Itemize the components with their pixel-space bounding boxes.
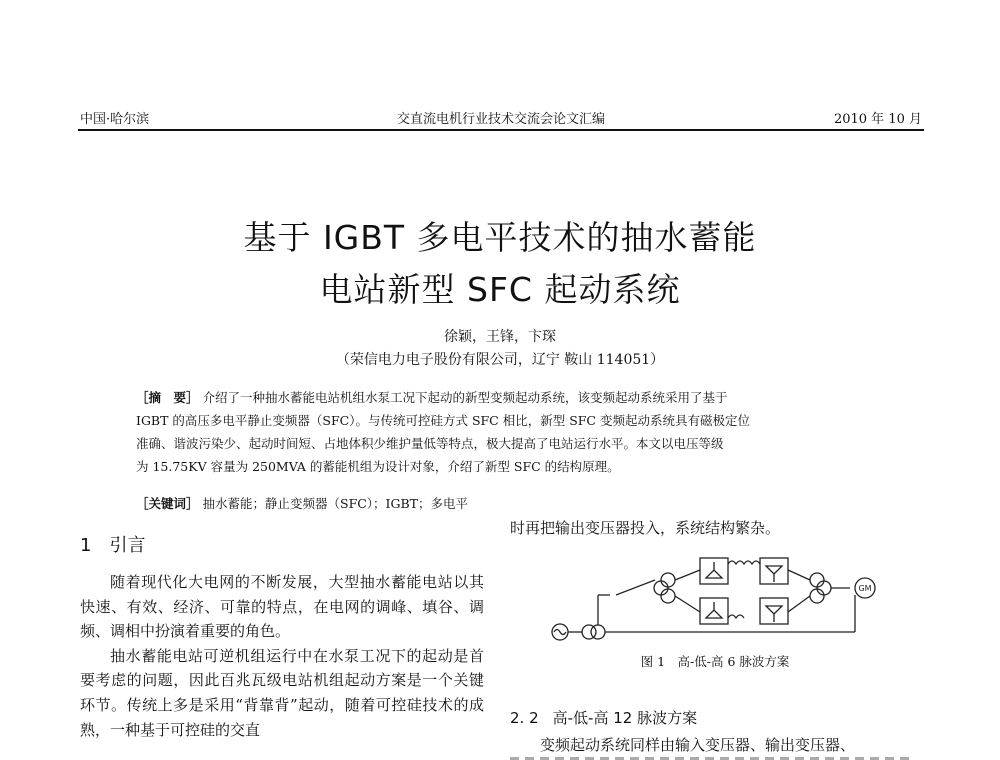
reactor-top xyxy=(728,561,760,564)
author-list: 徐颖，王锋，卞琛 xyxy=(444,329,556,345)
paragraph: 抽水蓄能电站可逆机组运行中在水泵工况下的起动是首要考虑的问题，因此百兆瓦级电站机组起动方案是一个关键环节。传统上多是采用“背靠背”起动，随着可控硅技术的成熟，一种基于可控硅的交直 xyxy=(80,646,484,739)
section-heading xyxy=(80,531,145,557)
header-location: 中国·哈尔滨 xyxy=(80,112,150,127)
rectifier-bottom xyxy=(700,598,728,624)
motor-label: GM xyxy=(858,584,872,593)
header-publication: 交直流电机行业技术交流会论文汇编 xyxy=(396,112,605,127)
breaker-line xyxy=(616,580,655,595)
left-column-body xyxy=(80,570,484,742)
header-rule xyxy=(78,129,924,131)
circuit-diagram xyxy=(540,540,900,650)
rectifier-top xyxy=(700,558,728,584)
abstract-line: 为 15.75KV 容量为 250MVA 的蓄能机组为设计对象，介绍了新型 SFC 的结构原理。 xyxy=(136,459,620,474)
figure-caption: 图 1 高-低-高 6 脉波方案 xyxy=(640,654,790,669)
cut-off-text-line xyxy=(510,752,924,760)
header-date: 2010 年 10 月 xyxy=(833,112,922,127)
paper-title-line1: 基于 IGBT 多电平技术的抽水蓄能 xyxy=(243,218,757,257)
abstract-line: 准确、谐波污染少、起动时间短、占地体积少维护量低等特点，极大提高了电站运行水平。本文以电压等级 xyxy=(136,436,724,451)
continued-text: 时再把输出变压器投入，系统结构繁杂。 xyxy=(510,519,781,537)
paragraph: 变频起动系统同样由输入变压器、输出变压器、 xyxy=(540,736,856,754)
subsection-heading xyxy=(510,707,697,728)
abstract-line: ［摘 要］ 介绍了一种抽水蓄能电站机组水泵工况下起动的新型变频起动系统，该变频起动系统采用了基于 xyxy=(136,390,728,405)
paragraph: 随着现代化大电网的不断发展，大型抽水蓄能电站以其快速、有效、经济、可靠的特点，在电网的调峰、填谷、调频、调相中扮演着重要的角色。 xyxy=(80,573,484,641)
reactor-bottom xyxy=(728,615,744,618)
input-transformer-symbol xyxy=(654,581,668,595)
section-title: 引言 xyxy=(109,535,146,556)
keywords-label: ［关键词］ xyxy=(136,496,199,511)
abstract-label: ［摘 要］ xyxy=(136,390,199,405)
subsection-number: 2. 2 xyxy=(510,709,539,727)
keywords xyxy=(136,494,866,512)
abstract-line: IGBT 的高压多电平静止变频器（SFC）。与传统可控硅方式 SFC 相比，新型 SFC 变频起动系统具有磁极定位 xyxy=(136,413,750,428)
paper-title-line2: 电站新型 SFC 起动系统 xyxy=(319,270,681,309)
page-header xyxy=(80,108,922,128)
section-number: 1 xyxy=(80,535,92,556)
subsection-title: 高-低-高 12 脉波方案 xyxy=(552,709,698,727)
output-transformer-symbol xyxy=(810,573,824,587)
affiliation: （荣信电力电子股份有限公司，辽宁 鞍山 114051） xyxy=(335,352,665,368)
keywords-text: 抽水蓄能；静止变频器（SFC）；IGBT；多电平 xyxy=(202,496,468,511)
abstract xyxy=(136,386,866,478)
